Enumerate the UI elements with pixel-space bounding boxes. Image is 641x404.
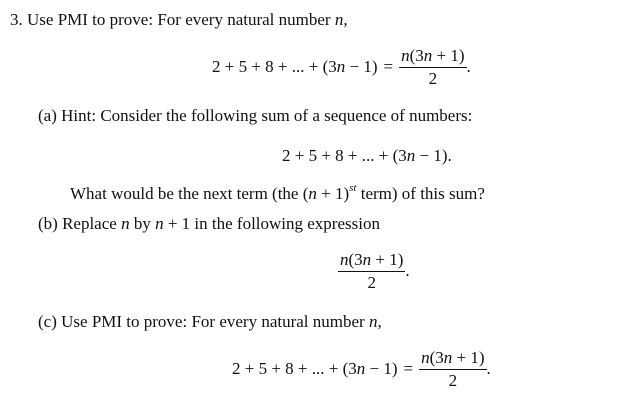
part-c-label: (c) [38, 312, 57, 331]
part-c-fraction [419, 348, 486, 390]
part-a-label: (a) [38, 106, 57, 125]
problem-statement: 3. Use PMI to prove: For every natural number n, [10, 10, 348, 29]
fraction-numerator: n(3n + 1) [338, 250, 405, 272]
part-a-question: What would be the next term (the $(n + 1)^{st}$ term) of this sum? [70, 182, 485, 203]
part-c-equation: 2 + 5 + 8 + ... + (3n − 1) = $\frac{n(3n + 1)}{2}$ . [232, 348, 491, 390]
part-b-fraction-row: $\frac{n(3n + 1)}{2}$ . [340, 250, 410, 292]
fraction-denominator: 2 [367, 272, 376, 292]
fraction-numerator: n(3n + 1) [419, 348, 486, 370]
part-b-instruction: (b) Replace n by n + 1 in the following expression [38, 214, 380, 233]
part-c-statement: (c) Use PMI to prove: For every natural number n, [38, 312, 382, 331]
problem-intro: Use PMI to prove: For every natural number [27, 10, 331, 29]
part-a-sum: 2 + 5 + 8 + ... + (3n − 1). [282, 146, 452, 165]
fraction-denominator: 2 [428, 68, 438, 88]
main-equation-lhs: 2 + 5 + 8 + ... + (3n − 1) [212, 57, 378, 77]
equals-sign: = [403, 359, 414, 379]
part-a-hint-text: Hint: Consider the following sum of a sequence of numbers: [61, 106, 473, 125]
part-a-hint [38, 106, 472, 126]
part-b-fraction [338, 250, 405, 292]
main-equation: 2 + 5 + 8 + ... + (3n − 1) = $\frac{n(3n + 1)}{2}$ . [212, 46, 471, 88]
part-c-equation-lhs: 2 + 5 + 8 + ... + (3n − 1) [232, 359, 398, 379]
main-equation-fraction [399, 46, 466, 88]
fraction-numerator: n(3n + 1) [399, 46, 466, 68]
fraction-denominator: 2 [448, 370, 458, 390]
equals-sign: = [383, 57, 394, 77]
part-b-label: (b) [38, 214, 58, 233]
problem-number: 3. [10, 10, 23, 29]
variable-n: n [334, 10, 344, 29]
